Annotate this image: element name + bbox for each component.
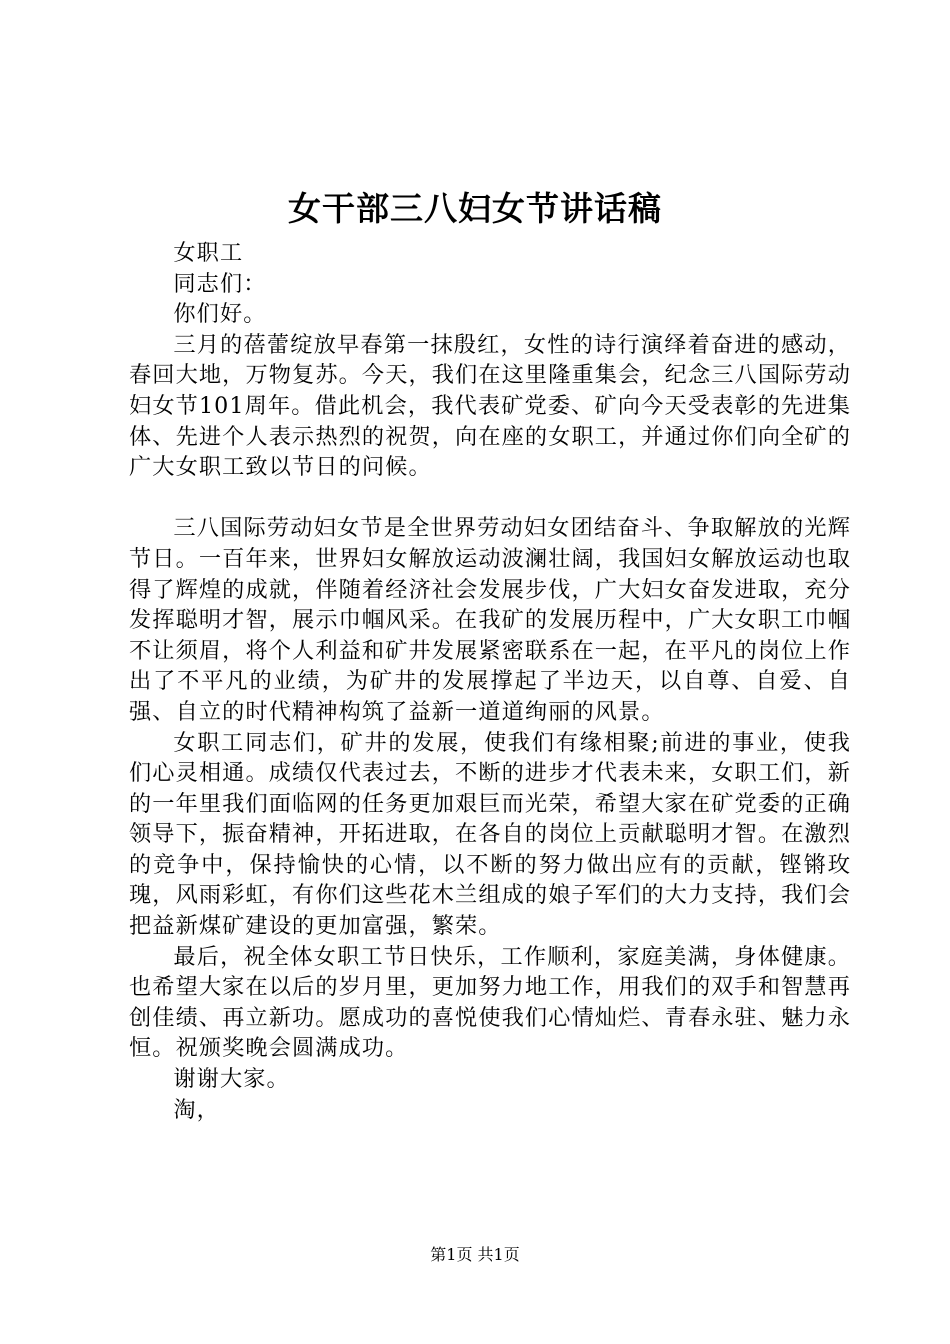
paragraph: 女职工同志们，矿井的发展，使我们有缘相聚;前进的事业，使我们心灵相通。成绩仅代表过去，不断的进步才代表未来，女职工们，新的一年里我们面临网的任务更加艰巨而光荣，希望大家在矿党委的正确领导下，振奋精神，开拓进取，在各自的岗位上贡献聪明才智。在激烈的竞争中，保持愉快的心情，以不断的努力做出应有的贡献，铿锵玫瑰，风雨彩虹，有你们这些花木兰组成的娘子军们的大力支持，我们会把益新煤矿建设的更加富强，繁荣。 — [129, 729, 851, 940]
greeting-line: 你们好。 — [173, 301, 267, 328]
document-title: 女干部三八妇女节讲话稿 — [288, 189, 662, 228]
paragraph: 最后，祝全体女职工节日快乐，工作顺利，家庭美满，身体健康。也希望大家在以后的岁月里，更加努力地工作，用我们的双手和智慧再创佳绩、再立新功。愿成功的喜悦使我们心情灿烂、青春永驻、魅力永恒。祝颁奖晚会圆满成功。 — [129, 943, 851, 1062]
paragraph: 三月的蓓蕾绽放早春第一抹殷红，女性的诗行演绎着奋进的感动，春回大地，万物复苏。今天，我们在这里隆重集会，纪念三八国际劳动妇女节101周年。借此机会，我代表矿党委、矿向今天受表彰的先进集体、先进个人表示热烈的祝贺，向在座的女职工，并通过你们向全矿的广大女职工致以节日的问候。 — [129, 331, 851, 481]
page-footer: 第1页 共1页 — [430, 1245, 520, 1264]
greeting-line: 同志们： — [173, 270, 267, 297]
closing-line: 淘， — [173, 1096, 220, 1123]
paragraph: 三八国际劳动妇女节是全世界劳动妇女团结奋斗、争取解放的光辉节日。一百年来，世界妇女解放运动波澜壮阔，我国妇女解放运动也取得了辉煌的成就，伴随着经济社会发展步伐，广大妇女奋发进取，充分发挥聪明才智，展示巾帼风采。在我矿的发展历程中，广大女职工巾帼不让须眉，将个人利益和矿井发展紧密联系在一起，在平凡的岗位上作出了不平凡的业绩，为矿井的发展撑起了半边天，以自尊、自爱、自强、自立的时代精神构筑了益新一道道绚丽的风景。 — [129, 515, 851, 725]
greeting-line: 女职工 — [173, 240, 244, 266]
closing-line: 谢谢大家。 — [173, 1066, 290, 1093]
document-body — [129, 238, 851, 1125]
paragraph-spacer — [129, 483, 851, 514]
